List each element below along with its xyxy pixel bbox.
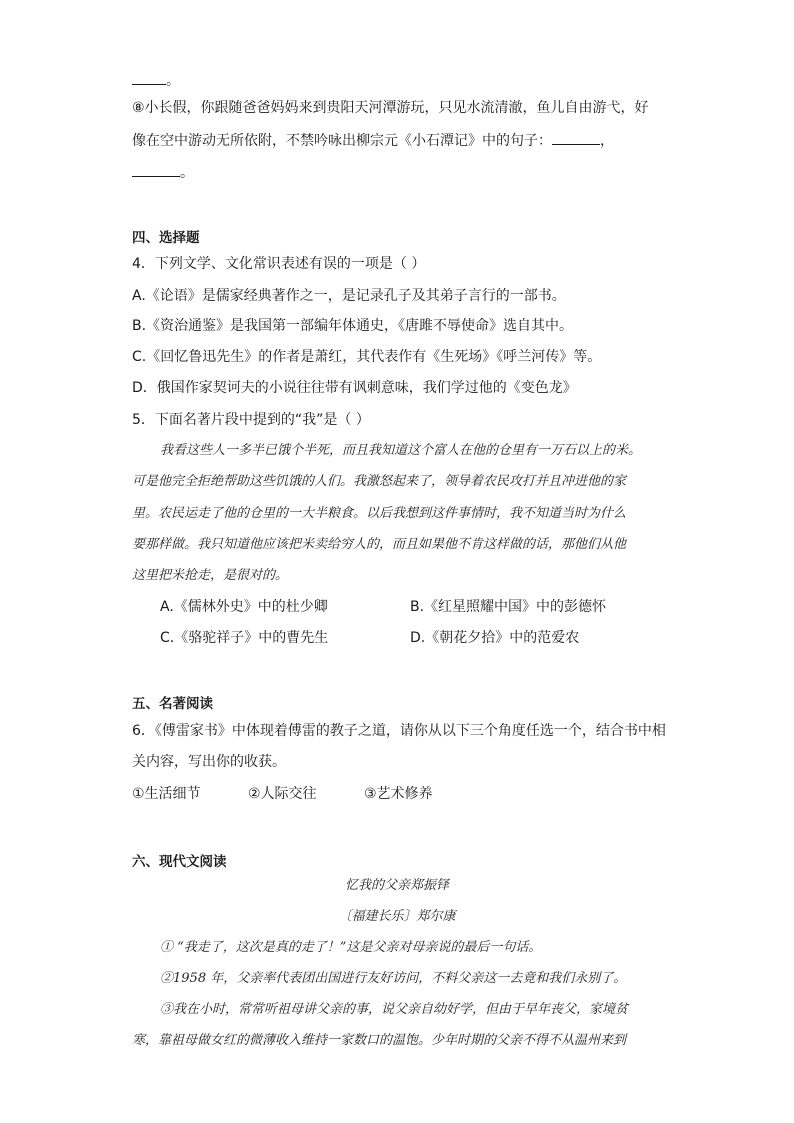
question-4-option-d: D．俄国作家契诃夫的小说往往带有讽刺意味，我们学过他的《变色龙》 bbox=[132, 380, 577, 396]
section-title-classics: 五、名著阅读 bbox=[132, 696, 213, 712]
answer-blank[interactable] bbox=[552, 130, 600, 145]
fill-line-end: 。 bbox=[132, 70, 180, 91]
choice-interpersonal: ②人际交往 bbox=[248, 786, 317, 802]
question-item-8-line2: 像在空中游动无所依附，不禁吟咏出柳宗元《小石潭记》中的句子： ， bbox=[132, 130, 614, 151]
passage-line-5: 这里把米抢走，是很对的。 bbox=[132, 568, 289, 583]
question-item-8-line1: ⑧小长假，你跟随爸爸妈妈来到贵阳天河潭游玩，只见水流清澈，鱼儿自由游弋，好 bbox=[132, 100, 649, 116]
question-6-line2: 关内容，写出你的收获。 bbox=[132, 754, 286, 770]
question-4-option-b: B.《资治通鉴》是我国第一部编年体通史，《唐雎不辱使命》选自其中。 bbox=[132, 318, 574, 334]
article-paragraph-1: ① “我走了，这次是真的走了！”这是父亲对母亲说的最后一句话。 bbox=[160, 940, 542, 955]
question-5-option-a: A.《儒林外史》中的杜少卿 bbox=[160, 599, 328, 615]
answer-blank[interactable] bbox=[132, 70, 166, 85]
article-paragraph-3: ③我在小时，常常听祖母讲父亲的事，说父亲自幼好学，但由于早年丧父，家境贫 bbox=[160, 1002, 629, 1017]
article-paragraph-2: ②1958 年，父亲率代表团出国进行友好访问，不料父亲这一去竟和我们永别了。 bbox=[160, 971, 627, 986]
passage-line-4: 要那样做。我只知道他应该把米卖给穷人的，而且如果他不肯这样做的话，那他们从他 bbox=[132, 537, 627, 552]
question-6-line1: 6．《傅雷家书》中体现着傅雷的教子之道，请你从以下三个角度任选一个，结合书中相 bbox=[132, 723, 666, 739]
passage-line-1: 我看这些人一多半已饿个半死，而且我知道这个富人在他的仓里有一万石以上的米。 bbox=[160, 443, 642, 458]
question-5-option-c: C.《骆驼祥子》中的曹先生 bbox=[160, 630, 329, 646]
article-author: 〔福建长乐〕郑尔康 bbox=[338, 909, 456, 924]
question-5-stem: 5．下面名著片段中提到的“我”是（ ） bbox=[132, 412, 370, 428]
answer-blank[interactable] bbox=[132, 162, 180, 177]
article-title: 忆我的父亲郑振铎 bbox=[344, 878, 449, 893]
question-4-option-a: A.《论语》是儒家经典著作之一，是记录孔子及其弟子言行的一部书。 bbox=[132, 288, 566, 304]
section-title-modern-reading: 六、现代文阅读 bbox=[132, 854, 227, 870]
question-5-option-d: D.《朝花夕拾》中的范爱农 bbox=[410, 630, 580, 646]
question-5-option-b: B.《红星照耀中国》中的彭德怀 bbox=[410, 599, 607, 615]
section-title-choice: 四、选择题 bbox=[132, 230, 200, 246]
question-item-8-line3: 。 bbox=[132, 162, 194, 183]
choice-life-details: ①生活细节 bbox=[132, 786, 201, 802]
choice-art-cultivation: ③艺术修养 bbox=[364, 786, 433, 802]
passage-line-2: 可是他完全拒绝帮助这些饥饿的人们。我激怒起来了，领导着农民攻打并且冲进他的家 bbox=[132, 474, 627, 489]
passage-line-3: 里。农民运走了他的仓里的一大半粮食。以后我想到这件事情时，我不知道当时为什么 bbox=[132, 506, 627, 521]
article-paragraph-3-cont: 寒，靠祖母做女红的微薄收入维持一家数口的温饱。少年时期的父亲不得不从温州来到 bbox=[132, 1033, 627, 1048]
question-4-option-c: C.《回忆鲁迅先生》的作者是萧红，其代表作有《生死场》《呼兰河传》等。 bbox=[132, 349, 602, 365]
question-4-stem: 4．下列文学、文化常识表述有误的一项是（ ） bbox=[132, 256, 426, 272]
